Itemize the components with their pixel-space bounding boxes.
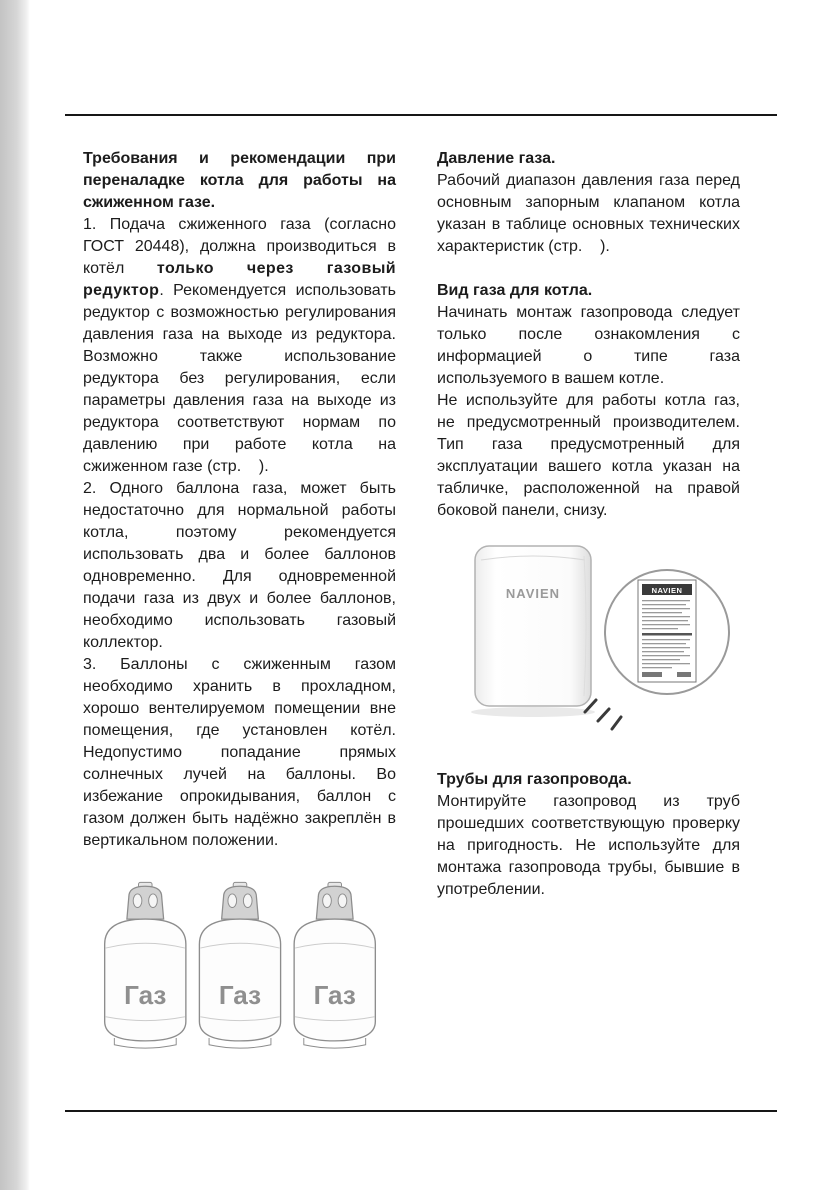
cylinder-2-label: Газ — [218, 980, 262, 1011]
gas-cylinder-3 — [294, 882, 375, 1048]
top-rule — [65, 114, 777, 116]
gas-cylinders-illustration — [95, 880, 396, 1057]
gas-type-heading: Вид газа для котла. — [437, 282, 593, 299]
gas-cylinder-2 — [199, 882, 280, 1048]
boiler-brand-logo: NAVIEN — [505, 586, 561, 601]
left-column — [83, 148, 396, 1057]
bottom-rule — [65, 1110, 777, 1112]
cylinder-1-label: Газ — [124, 980, 167, 1011]
cylinder-3-label: Газ — [313, 980, 356, 1011]
boiler-shadow — [471, 707, 595, 717]
boiler-illustration-svg — [437, 540, 737, 740]
gas-pressure-body: Рабочий диапазон давления газа перед основным запорным клапаном котла указан в таблице основных технических характеристик (стр. ). — [437, 172, 740, 255]
gas-pipes-body: Монтируйте газопровод из труб прошедших соответствующую проверку на пригодность. Не используйте для монтажа газопровода трубы, бывшие в употреблении. — [437, 793, 740, 898]
gas-cylinders-svg — [95, 880, 385, 1050]
magnifier-circle — [605, 570, 729, 694]
paragraph-2: 2. Одного баллона газа, может быть недостаточно для нормальной работы котла, поэтому рекомендуется использовать два и более баллонов одновременно. Для одновременной подачи газа из двух и более баллонов, необходимо использовать газовый коллектор. — [83, 480, 396, 651]
boiler-label-illustration — [437, 540, 740, 747]
right-column — [437, 148, 740, 901]
gas-pressure-heading: Давление газа. — [437, 150, 556, 167]
paragraph-1-bold: только через газовый редуктор — [83, 260, 396, 299]
paragraph-1-end: . Рекомендуется использовать редуктор с возможностью регулирования давления газа на выходе из редуктора. Возможно также использование редуктора без регулирования, если параметры давления газа на выходе из редуктора соответствуют нормам по давлению при работе котла на сжиженном газе (стр. ). — [83, 282, 396, 475]
paragraph-1 — [83, 214, 396, 478]
gas-type-body-1: Начинать монтаж газопровода следует только после ознакомления с информацией о типе газа используемого в вашем котле. — [437, 304, 740, 387]
left-heading: Требования и рекомендации при переналадке котла для работы на сжиженном газе. — [83, 150, 396, 211]
gas-cylinder-1 — [105, 882, 186, 1048]
left-edge-shading — [0, 0, 30, 1190]
paragraph-3: 3. Баллоны с сжиженным газом необходимо хранить в прохладном, хорошо вентелируемом помещении вне помещения, где установлен котёл. Недопустимо попадание прямых солнечных лучей на баллоны. Во избежание опрокидывания, баллон с газом должен быть надёжно закреплён в вертикальном положении. — [83, 656, 396, 849]
gas-type-body-2: Не используйте для работы котла газ, не предусмотренный производителем. Тип газа предусмотренный для эксплуатации вашего котла указан на табличке, расположенной на правой боковой панели, снизу. — [437, 392, 740, 519]
paragraph-1-start: 1. Подача сжиженного газа (согласно ГОСТ 20448), должна производиться в котёл — [83, 216, 396, 277]
gas-pipes-heading: Трубы для газопровода. — [437, 771, 632, 788]
rating-plate-brand: NAVIEN — [651, 586, 683, 595]
boiler-body — [475, 546, 591, 706]
magnifier-callout-marks — [585, 700, 621, 729]
